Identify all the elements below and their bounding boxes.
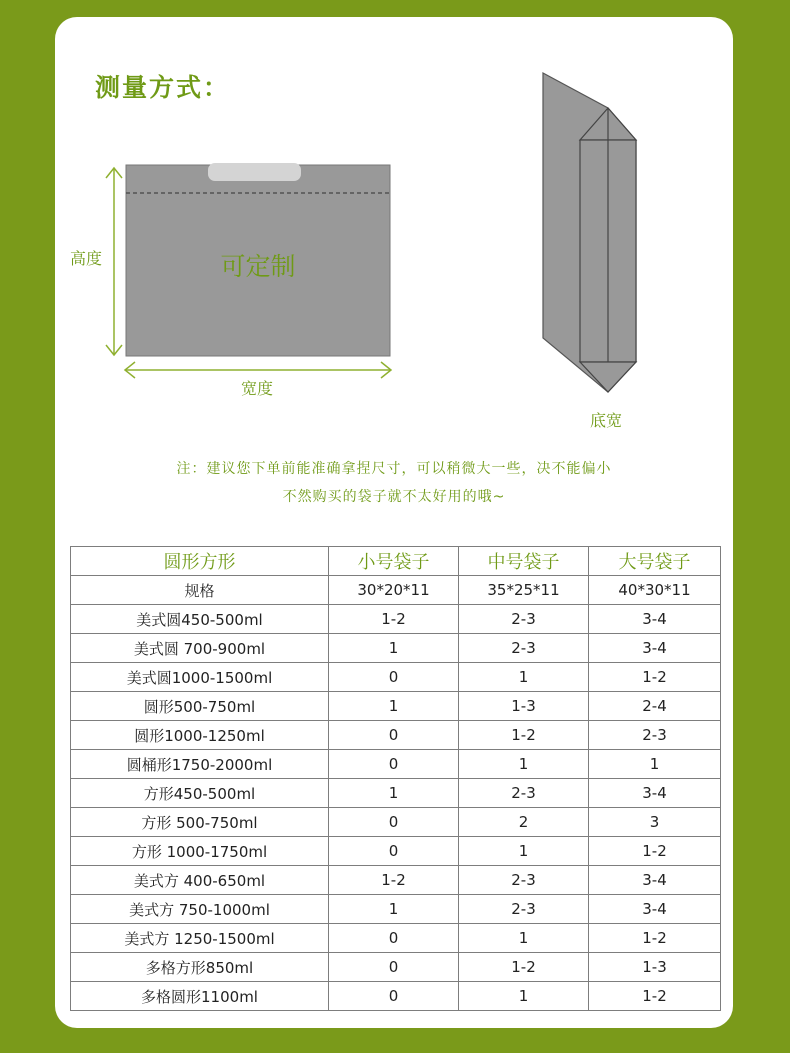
quantity-cell: 3-4 [589, 895, 721, 924]
quantity-cell: 2-3 [459, 779, 589, 808]
spec-row [71, 576, 721, 605]
table-row [71, 663, 721, 692]
width-label: 宽度 [241, 379, 274, 398]
table-row [71, 808, 721, 837]
container-type-cell: 美式圆450-500ml [71, 605, 329, 634]
quantity-cell: 0 [329, 663, 459, 692]
container-type-cell: 美式圆1000-1500ml [71, 663, 329, 692]
quantity-cell: 1 [329, 692, 459, 721]
container-type-cell: 方形450-500ml [71, 779, 329, 808]
bag-handle-cutout [208, 163, 301, 181]
quantity-cell: 0 [329, 808, 459, 837]
bottom-width-label: 底宽 [590, 411, 623, 430]
quantity-cell: 1-2 [329, 866, 459, 895]
quantity-cell: 2-3 [459, 634, 589, 663]
spec-cell: 35*25*11 [459, 576, 589, 605]
table-header-row [71, 547, 721, 576]
container-type-cell: 圆形1000-1250ml [71, 721, 329, 750]
container-type-cell: 圆桶形1750-2000ml [71, 750, 329, 779]
quantity-cell: 2-3 [589, 721, 721, 750]
quantity-cell: 1-3 [589, 953, 721, 982]
quantity-cell: 1 [459, 924, 589, 953]
table-row [71, 924, 721, 953]
quantity-cell: 1-2 [589, 663, 721, 692]
quantity-cell: 0 [329, 721, 459, 750]
table-row [71, 605, 721, 634]
size-table [70, 546, 721, 1011]
table-row [71, 982, 721, 1011]
container-type-cell: 美式圆 700-900ml [71, 634, 329, 663]
table-row [71, 750, 721, 779]
header-cell: 中号袋子 [459, 547, 589, 576]
container-type-cell: 方形 1000-1750ml [71, 837, 329, 866]
quantity-cell: 1-2 [589, 837, 721, 866]
table-row [71, 779, 721, 808]
gusset-bag-shape [543, 73, 636, 392]
quantity-cell: 3-4 [589, 634, 721, 663]
quantity-cell: 3-4 [589, 779, 721, 808]
note-line-2: 不然购买的袋子就不太好用的哦~ [282, 489, 506, 505]
quantity-cell: 1 [329, 634, 459, 663]
table-row [71, 837, 721, 866]
quantity-cell: 1 [459, 982, 589, 1011]
quantity-cell: 1-2 [459, 953, 589, 982]
container-type-cell: 美式方 750-1000ml [71, 895, 329, 924]
page-title: 测量方式： [95, 73, 231, 102]
quantity-cell: 0 [329, 982, 459, 1011]
container-type-cell: 方形 500-750ml [71, 808, 329, 837]
quantity-cell: 0 [329, 750, 459, 779]
container-type-cell: 多格圆形1100ml [71, 982, 329, 1011]
customizable-label: 可定制 [220, 252, 296, 281]
header-cell: 小号袋子 [329, 547, 459, 576]
quantity-cell: 1-2 [589, 924, 721, 953]
container-type-cell: 圆形500-750ml [71, 692, 329, 721]
quantity-cell: 1-2 [459, 721, 589, 750]
quantity-cell: 1-2 [589, 982, 721, 1011]
table-row [71, 953, 721, 982]
quantity-cell: 1-3 [459, 692, 589, 721]
header-cell: 圆形方形 [71, 547, 329, 576]
quantity-cell: 3 [589, 808, 721, 837]
quantity-cell: 2-3 [459, 895, 589, 924]
table-row [71, 895, 721, 924]
table-row [71, 721, 721, 750]
quantity-cell: 2 [459, 808, 589, 837]
quantity-cell: 1 [459, 750, 589, 779]
table-row [71, 634, 721, 663]
quantity-cell: 0 [329, 837, 459, 866]
height-arrow [106, 168, 122, 355]
spec-cell: 30*20*11 [329, 576, 459, 605]
quantity-cell: 2-4 [589, 692, 721, 721]
header-cell: 大号袋子 [589, 547, 721, 576]
quantity-cell: 1 [329, 895, 459, 924]
container-type-cell: 美式方 1250-1500ml [71, 924, 329, 953]
height-label: 高度 [70, 249, 103, 268]
quantity-cell: 1-2 [329, 605, 459, 634]
quantity-cell: 0 [329, 924, 459, 953]
quantity-cell: 3-4 [589, 866, 721, 895]
quantity-cell: 1 [329, 779, 459, 808]
note-line-1: 注：建议您下单前能准确拿捏尺寸，可以稍微大一些，决不能偏小 [176, 461, 612, 477]
quantity-cell: 2-3 [459, 605, 589, 634]
quantity-cell: 3-4 [589, 605, 721, 634]
quantity-cell: 0 [329, 953, 459, 982]
table-row [71, 866, 721, 895]
spec-cell: 40*30*11 [589, 576, 721, 605]
quantity-cell: 1 [459, 837, 589, 866]
container-type-cell: 美式方 400-650ml [71, 866, 329, 895]
table-row [71, 692, 721, 721]
spec-cell: 规格 [71, 576, 329, 605]
container-type-cell: 多格方形850ml [71, 953, 329, 982]
quantity-cell: 1 [459, 663, 589, 692]
quantity-cell: 1 [589, 750, 721, 779]
quantity-cell: 2-3 [459, 866, 589, 895]
